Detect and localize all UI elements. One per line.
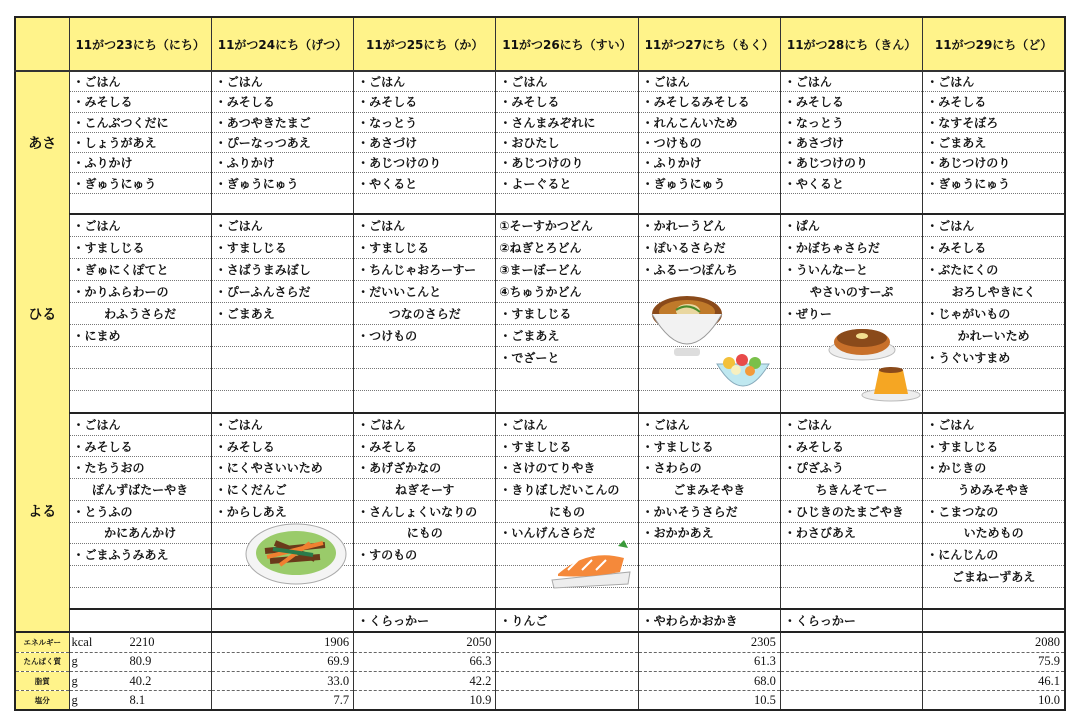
menu-item: ・ごまあえ xyxy=(496,325,638,347)
nutrition-value: 2050 xyxy=(354,632,496,652)
menu-item: ・きりぼしだいこんの xyxy=(496,479,638,501)
grilled-salmon-illustration xyxy=(548,540,634,590)
menu-item: ・みそしる xyxy=(211,92,353,112)
menu-item: ・にまめ xyxy=(69,325,211,347)
menu-item: ・ぴーなっつあえ xyxy=(211,132,353,152)
day-header: 11がつ28にち（きん） xyxy=(780,17,922,71)
menu-item xyxy=(923,369,1065,391)
menu-item: ・すましじる xyxy=(923,435,1065,457)
day-header: 11がつ25にち（か） xyxy=(354,17,496,71)
menu-row xyxy=(15,71,1065,92)
menu-row xyxy=(15,153,1065,173)
nutrition-value xyxy=(780,632,922,652)
menu-row xyxy=(15,500,1065,522)
menu-row xyxy=(15,479,1065,501)
menu-item: ・ぜりー xyxy=(780,303,922,325)
menu-item: ・あつやきたまご xyxy=(211,112,353,132)
menu-row xyxy=(15,325,1065,347)
menu-item xyxy=(923,609,1065,632)
meal-label xyxy=(15,609,69,632)
menu-item: ・からしあえ xyxy=(211,500,353,522)
menu-item: ・さわらの xyxy=(638,457,780,479)
menu-item: ・わさびあえ xyxy=(780,522,922,544)
menu-item: ・いんげんさらだ xyxy=(496,522,638,544)
menu-item: ・さんしょくいなりの xyxy=(354,500,496,522)
menu-item xyxy=(354,565,496,587)
menu-row xyxy=(15,237,1065,259)
nutrition-value: 42.2 xyxy=(354,671,496,690)
nutrition-value: 1906 xyxy=(211,632,353,652)
menu-item: ・あげざかなの xyxy=(354,457,496,479)
menu-item xyxy=(211,391,353,414)
menu-item: ・でざーと xyxy=(496,347,638,369)
menu-item: ・ごはん xyxy=(354,214,496,237)
nutrition-unit: g xyxy=(71,692,78,707)
menu-item: ・ごはん xyxy=(211,214,353,237)
menu-item: ・りんご xyxy=(496,609,638,632)
menu-item: ・ごはん xyxy=(496,71,638,92)
nutrition-value xyxy=(496,671,638,690)
menu-item: ・ぱん xyxy=(780,214,922,237)
menu-item: ・ぎゅうにゅう xyxy=(211,173,353,193)
corner-cell xyxy=(15,17,69,71)
menu-row xyxy=(15,259,1065,281)
menu-item: ちきんそてー xyxy=(780,479,922,501)
menu-item: ①そーすかつどん xyxy=(496,214,638,237)
menu-item xyxy=(211,347,353,369)
menu-item: ・たちうおの xyxy=(69,457,211,479)
menu-item: ・ごはん xyxy=(638,71,780,92)
nutrition-value: 10.5 xyxy=(638,691,780,711)
day-header: 11がつ24にち（げつ） xyxy=(211,17,353,71)
nutrition-value-cell xyxy=(69,671,211,690)
menu-item: ・かれーうどん xyxy=(638,214,780,237)
menu-item: かにあんかけ xyxy=(69,522,211,544)
nutrition-value xyxy=(780,671,922,690)
nutrition-row xyxy=(15,632,1065,652)
nutrition-value: 33.0 xyxy=(211,671,353,690)
menu-item: ・ぶたにくの xyxy=(923,259,1065,281)
menu-item: ・なっとう xyxy=(780,112,922,132)
menu-item: ・ぎゅうにゅう xyxy=(69,173,211,193)
menu-item: ・ちんじゃおろーすー xyxy=(354,259,496,281)
menu-item xyxy=(496,369,638,391)
menu-item: ・ごはん xyxy=(638,413,780,435)
menu-item: ・みそしる xyxy=(69,435,211,457)
menu-item: ・つけもの xyxy=(638,132,780,152)
menu-item: ・にんじんの xyxy=(923,544,1065,566)
curry-udon-illustration xyxy=(650,292,724,362)
menu-row xyxy=(15,565,1065,587)
menu-item: ・ごはん xyxy=(780,71,922,92)
menu-item xyxy=(211,587,353,609)
menu-item xyxy=(638,544,780,566)
menu-item: ④ちゅうかどん xyxy=(496,281,638,303)
menu-item: ・さけのてりやき xyxy=(496,457,638,479)
meal-label: あさ xyxy=(15,71,69,214)
menu-item: ・やわらかおかき xyxy=(638,609,780,632)
menu-item: ・ひじきのたまごやき xyxy=(780,500,922,522)
menu-item xyxy=(69,565,211,587)
menu-item: ・ごまあえ xyxy=(211,303,353,325)
menu-item: ③まーぼーどん xyxy=(496,259,638,281)
nutrition-label: たんぱく質 xyxy=(15,652,69,671)
stir-fry-illustration xyxy=(245,523,347,585)
menu-item: ・すましじる xyxy=(496,435,638,457)
menu-item: ・ごはん xyxy=(496,413,638,435)
menu-item: ・みそしる xyxy=(354,92,496,112)
menu-item: わふうさらだ xyxy=(69,303,211,325)
menu-item xyxy=(923,193,1065,214)
menu-item: ・ふるーつぽんち xyxy=(638,259,780,281)
menu-item: ・やくると xyxy=(354,173,496,193)
menu-item xyxy=(69,347,211,369)
menu-item xyxy=(211,609,353,632)
menu-item: ・みそしる xyxy=(211,435,353,457)
day-header: 11がつ27にち（もく） xyxy=(638,17,780,71)
nutrition-value xyxy=(496,691,638,711)
fruit-punch-illustration xyxy=(714,348,772,400)
menu-item: ・おかかあえ xyxy=(638,522,780,544)
menu-item: ・ぽいるさらだ xyxy=(638,237,780,259)
nutrition-label: エネルギー xyxy=(15,632,69,652)
menu-item xyxy=(354,369,496,391)
menu-item: ・ごはん xyxy=(211,71,353,92)
menu-item: ・さんまみぞれに xyxy=(496,112,638,132)
menu-item: ・ごはん xyxy=(923,413,1065,435)
menu-item: ・なすそぼろ xyxy=(923,112,1065,132)
nutrition-label: 脂質 xyxy=(15,671,69,690)
menu-item xyxy=(496,587,638,609)
menu-item: ・ごはん xyxy=(923,214,1065,237)
menu-item xyxy=(69,391,211,414)
nutrition-value-cell xyxy=(69,652,211,671)
nutrition-row xyxy=(15,691,1065,711)
menu-item: かれーいため xyxy=(923,325,1065,347)
meal-label: よる xyxy=(15,413,69,609)
menu-item: ・ごはん xyxy=(211,413,353,435)
menu-item: ・みそしる xyxy=(69,92,211,112)
menu-item: ・ごまあえ xyxy=(923,132,1065,152)
menu-item: ・ごまふうみあえ xyxy=(69,544,211,566)
nutrition-value: 10.9 xyxy=(354,691,496,711)
nutrition-value xyxy=(780,691,922,711)
menu-item xyxy=(211,325,353,347)
menu-row xyxy=(15,522,1065,544)
menu-item: ・ごはん xyxy=(69,413,211,435)
menu-item: ・にくだんご xyxy=(211,479,353,501)
menu-item: ・すましじる xyxy=(638,435,780,457)
menu-item xyxy=(923,391,1065,414)
menu-item xyxy=(638,587,780,609)
menu-item: ごまねーずあえ xyxy=(923,565,1065,587)
menu-item: ・うぐいすまめ xyxy=(923,347,1065,369)
menu-item: ・ごはん xyxy=(69,214,211,237)
menu-item: ・かいそうさらだ xyxy=(638,500,780,522)
menu-item: ・みそしる xyxy=(923,237,1065,259)
menu-item: ・じゃがいもの xyxy=(923,303,1065,325)
menu-item: ・ごはん xyxy=(354,71,496,92)
day-header: 11がつ29にち（ど） xyxy=(923,17,1065,71)
menu-item: ・れんこんいため xyxy=(638,112,780,132)
menu-item: ごまみそやき xyxy=(638,479,780,501)
menu-item xyxy=(638,193,780,214)
menu-item: ・ぴーふんさらだ xyxy=(211,281,353,303)
menu-item: ・ふりかけ xyxy=(638,153,780,173)
menu-item: ・つけもの xyxy=(354,325,496,347)
menu-row xyxy=(15,132,1065,152)
menu-item: ・ぎゅうにゅう xyxy=(638,173,780,193)
nutrition-unit: g xyxy=(71,673,78,688)
nutrition-value xyxy=(780,652,922,671)
nutrition-value: 80.9 xyxy=(129,654,152,669)
nutrition-value-cell xyxy=(69,632,211,652)
menu-item: にもの xyxy=(354,522,496,544)
menu-item: ・すのもの xyxy=(354,544,496,566)
header-row xyxy=(15,17,1065,71)
nutrition-unit: kcal xyxy=(71,634,93,649)
menu-row xyxy=(15,457,1065,479)
menu-item: ・みそしるみそしる xyxy=(638,92,780,112)
menu-item: ・ういんなーと xyxy=(780,259,922,281)
day-header: 11がつ26にち（すい） xyxy=(496,17,638,71)
menu-item: ぽんずばたーやき xyxy=(69,479,211,501)
menu-item xyxy=(69,609,211,632)
menu-item xyxy=(69,587,211,609)
menu-item: ・ごはん xyxy=(780,413,922,435)
menu-item: ・あじつけのり xyxy=(496,153,638,173)
nutrition-value: 68.0 xyxy=(638,671,780,690)
menu-item: やさいのすーぷ xyxy=(780,281,922,303)
menu-row xyxy=(15,303,1065,325)
menu-item: ・みそしる xyxy=(923,92,1065,112)
menu-item: ・おひたし xyxy=(496,132,638,152)
menu-item xyxy=(69,193,211,214)
menu-item: ・かぼちゃさらだ xyxy=(780,237,922,259)
menu-item: ・すましじる xyxy=(354,237,496,259)
menu-row xyxy=(15,92,1065,112)
nutrition-value: 8.1 xyxy=(129,692,146,707)
nutrition-value xyxy=(496,652,638,671)
menu-item: ・ごはん xyxy=(354,413,496,435)
menu-item: ・ぴざふう xyxy=(780,457,922,479)
menu-item: ・ごはん xyxy=(69,71,211,92)
menu-item: ・こまつなの xyxy=(923,500,1065,522)
menu-item: ・あじつけのり xyxy=(923,153,1065,173)
menu-item: ・あさづけ xyxy=(780,132,922,152)
menu-item xyxy=(496,193,638,214)
menu-item xyxy=(354,347,496,369)
menu-item xyxy=(780,587,922,609)
menu-item: ・にくやさいいため xyxy=(211,457,353,479)
menu-item: ・なっとう xyxy=(354,112,496,132)
menu-item: にもの xyxy=(496,500,638,522)
menu-item: ・くらっかー xyxy=(780,609,922,632)
menu-item: ・あじつけのり xyxy=(780,153,922,173)
menu-row xyxy=(15,173,1065,193)
menu-item xyxy=(354,391,496,414)
menu-item: ②ねぎとろどん xyxy=(496,237,638,259)
menu-item xyxy=(638,565,780,587)
menu-row xyxy=(15,281,1065,303)
menu-item xyxy=(354,587,496,609)
pancake-illustration xyxy=(828,322,896,362)
menu-item xyxy=(496,391,638,414)
menu-item xyxy=(354,193,496,214)
menu-item: ・こんぶつくだに xyxy=(69,112,211,132)
nutrition-value: 2210 xyxy=(129,634,155,649)
nutrition-value-cell xyxy=(69,691,211,711)
menu-row xyxy=(15,214,1065,237)
menu-row xyxy=(15,435,1065,457)
menu-item: ・みそしる xyxy=(496,92,638,112)
menu-item: ・あさづけ xyxy=(354,132,496,152)
day-header: 11がつ23にち（にち） xyxy=(69,17,211,71)
nutrition-value: 75.9 xyxy=(923,652,1065,671)
menu-item: ・ふりかけ xyxy=(211,153,353,173)
menu-item: おろしやきにく xyxy=(923,281,1065,303)
menu-row xyxy=(15,112,1065,132)
menu-item: ・ぎゅうにゅう xyxy=(923,173,1065,193)
menu-item xyxy=(780,193,922,214)
menu-item: ・みそしる xyxy=(780,92,922,112)
nutrition-value: 69.9 xyxy=(211,652,353,671)
menu-row xyxy=(15,544,1065,566)
menu-item: ・だいいこんと xyxy=(354,281,496,303)
menu-row xyxy=(15,609,1065,632)
menu-item: ・ごはん xyxy=(923,71,1065,92)
menu-item xyxy=(780,565,922,587)
menu-item xyxy=(211,369,353,391)
pudding-illustration xyxy=(860,362,922,402)
nutrition-value: 2305 xyxy=(638,632,780,652)
menu-item: いためもの xyxy=(923,522,1065,544)
nutrition-value: 10.0 xyxy=(923,691,1065,711)
menu-item: ・かりふらわーの xyxy=(69,281,211,303)
nutrition-value: 2080 xyxy=(923,632,1065,652)
menu-item: ・すましじる xyxy=(211,237,353,259)
menu-item: ・すましじる xyxy=(496,303,638,325)
menu-item: ・さばうまみぼし xyxy=(211,259,353,281)
nutrition-value xyxy=(496,632,638,652)
menu-item: ・やくると xyxy=(780,173,922,193)
nutrition-row xyxy=(15,671,1065,690)
nutrition-value: 46.1 xyxy=(923,671,1065,690)
nutrition-label: 塩分 xyxy=(15,691,69,711)
meal-label: ひる xyxy=(15,214,69,413)
menu-item: ・みそしる xyxy=(780,435,922,457)
menu-item: ・ぎゅにくぽてと xyxy=(69,259,211,281)
menu-row xyxy=(15,587,1065,609)
menu-item xyxy=(780,544,922,566)
menu-item: うめみそやき xyxy=(923,479,1065,501)
menu-item: ・かじきの xyxy=(923,457,1065,479)
menu-row xyxy=(15,193,1065,214)
menu-item: ・とうふの xyxy=(69,500,211,522)
menu-item: ・しょうがあえ xyxy=(69,132,211,152)
menu-item: ・よーぐると xyxy=(496,173,638,193)
nutrition-unit: g xyxy=(71,654,78,669)
menu-item xyxy=(923,587,1065,609)
menu-item: ・みそしる xyxy=(354,435,496,457)
menu-item: つなのさらだ xyxy=(354,303,496,325)
nutrition-row xyxy=(15,652,1065,671)
menu-item xyxy=(69,369,211,391)
menu-item: ねぎそーす xyxy=(354,479,496,501)
nutrition-value: 66.3 xyxy=(354,652,496,671)
nutrition-value: 61.3 xyxy=(638,652,780,671)
menu-item: ・くらっかー xyxy=(354,609,496,632)
menu-item xyxy=(211,193,353,214)
menu-item: ・ふりかけ xyxy=(69,153,211,173)
menu-row xyxy=(15,413,1065,435)
nutrition-value: 7.7 xyxy=(211,691,353,711)
nutrition-value: 40.2 xyxy=(129,673,152,688)
menu-item: ・あじつけのり xyxy=(354,153,496,173)
menu-item: ・すましじる xyxy=(69,237,211,259)
